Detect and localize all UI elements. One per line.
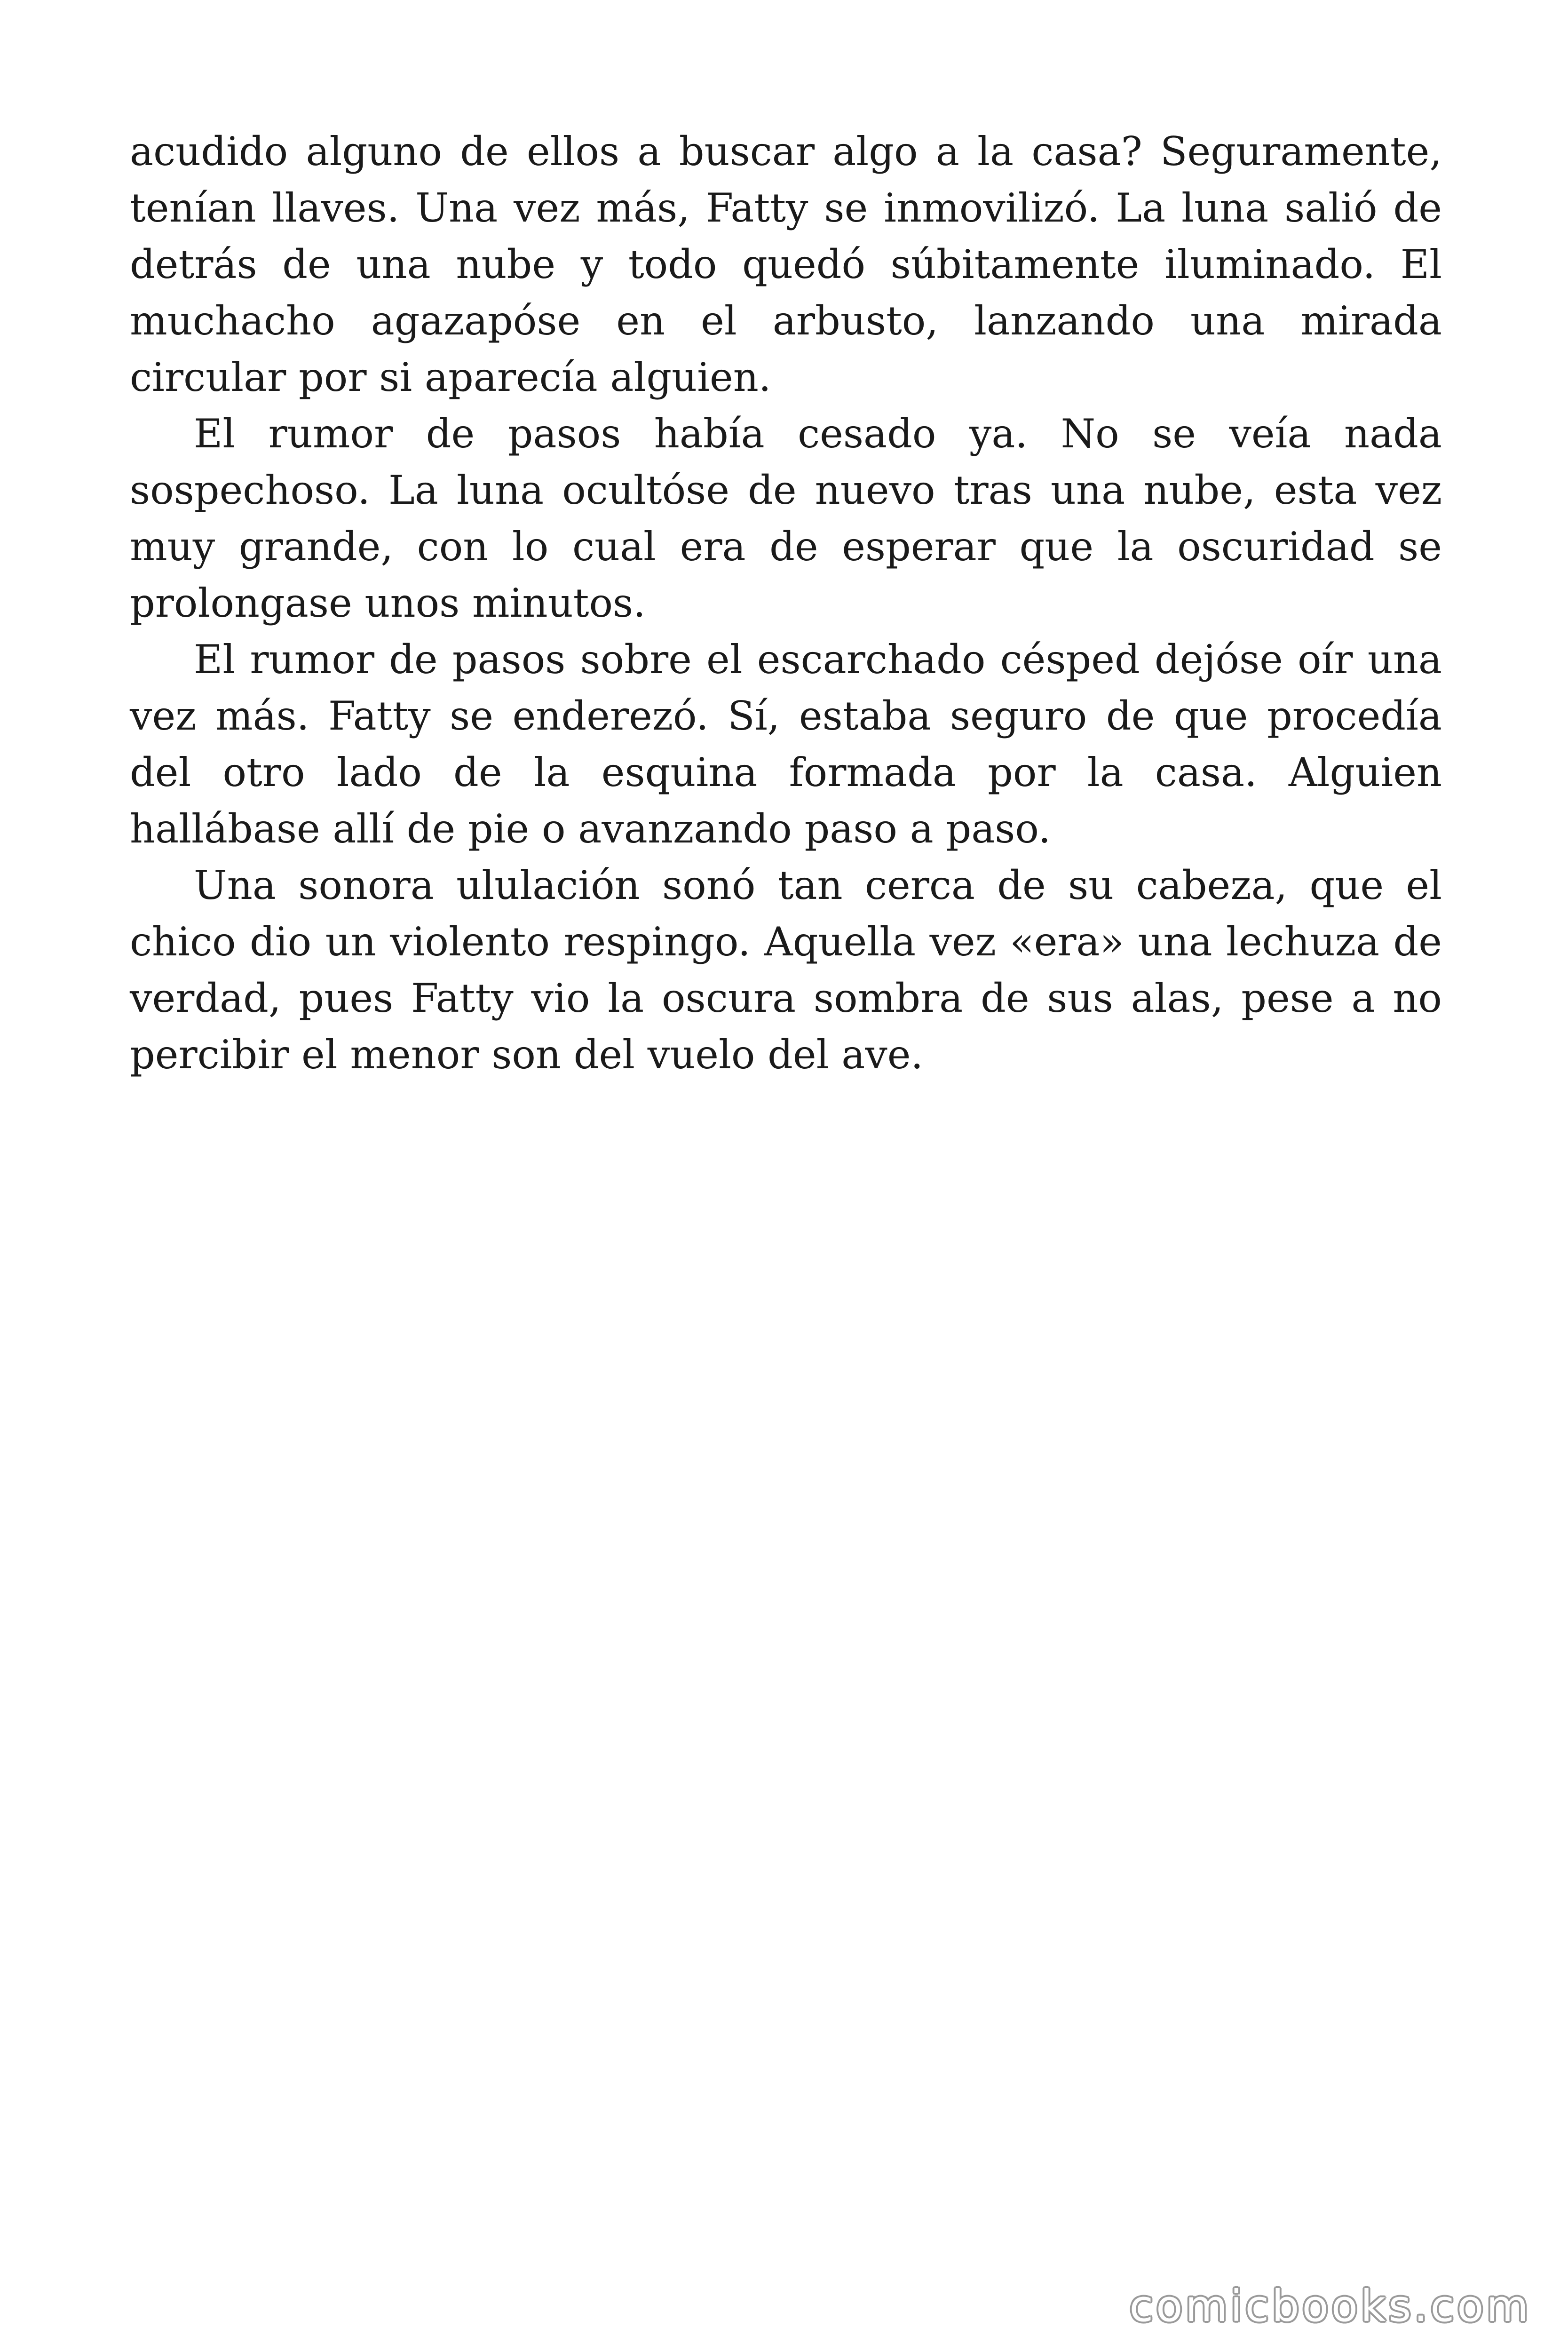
watermark-logo: comicbooks.com bbox=[1129, 2281, 1531, 2331]
paragraph-3: El rumor de pasos sobre el escarchado césped dejóse oír una vez más. Fatty se enderezó. Sí, estaba seguro de que procedía del otro lado de la esquina formada por la casa. Alguien hallábase allí de pie o avanzando paso a paso. bbox=[130, 636, 1442, 852]
paragraph-2: El rumor de pasos había cesado ya. No se veía nada sospechoso. La luna ocultóse de nuevo tras una nube, esta vez muy grande, con lo cual era de esperar que la oscuridad se prolongase unos minutos. bbox=[130, 411, 1442, 626]
paragraph-4: Una sonora ululación sonó tan cerca de su cabeza, que el chico dio un violento respingo. Aquella vez «era» una lechuza de verdad, pues Fatty vio la oscura sombra de sus alas, pese a no percibir el menor son del vuelo del ave. bbox=[130, 862, 1442, 1078]
paragraph-1: acudido alguno de ellos a buscar algo a la casa? Seguramente, tenían llaves. Una vez más, Fatty se inmovilizó. La luna salió de detrás de una nube y todo quedó súbitamente iluminado. El muchacho agazapóse en el arbusto, lanzando una mirada circular por si aparecía alguien. bbox=[130, 128, 1442, 400]
body-text bbox=[130, 123, 1442, 1083]
